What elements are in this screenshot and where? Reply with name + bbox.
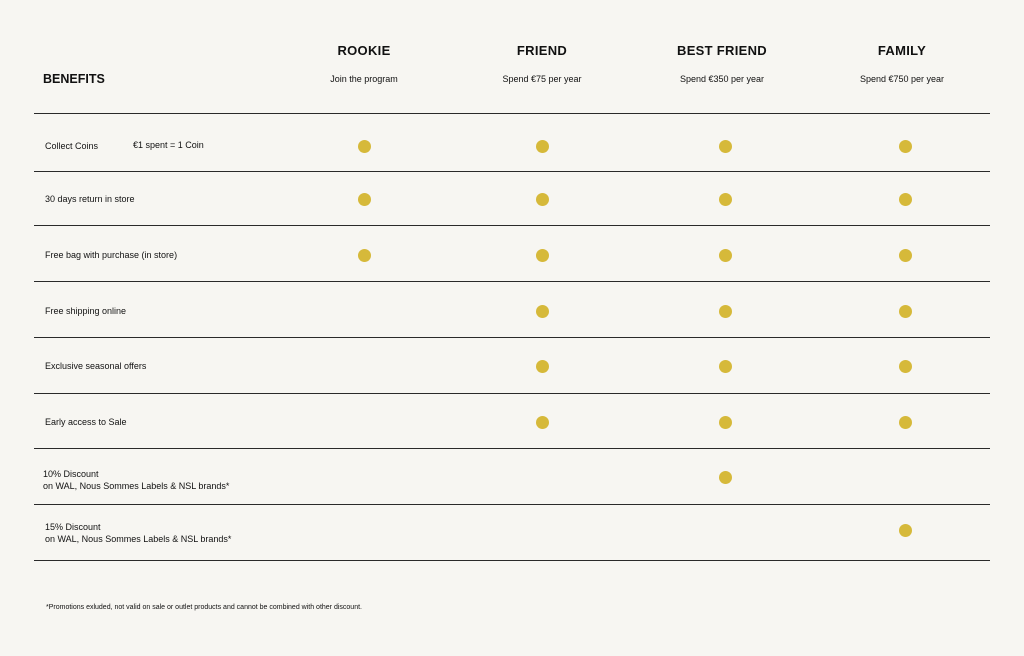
included-dot (899, 249, 912, 262)
included-dot (899, 524, 912, 537)
row-note-coin-rate: €1 spent = 1 Coin (133, 140, 204, 150)
divider (34, 281, 990, 282)
footnote: *Promotions exluded, not valid on sale or outlet products and cannot be combined with other discount. (46, 604, 362, 611)
divider (34, 448, 990, 449)
included-dot (719, 193, 732, 206)
row-label-15-discount-line2: on WAL, Nous Sommes Labels & NSL brands* (45, 534, 232, 544)
divider (34, 171, 990, 172)
tier-friend-requirement: Spend €75 per year (502, 74, 582, 84)
included-dot (719, 249, 732, 262)
included-dot (899, 305, 912, 318)
included-dot (719, 471, 732, 484)
included-dot (358, 249, 371, 262)
row-label-early-access: Early access to Sale (45, 417, 127, 427)
included-dot (358, 140, 371, 153)
row-label-15-discount-line1: 15% Discount (45, 522, 101, 532)
row-label-returns: 30 days return in store (45, 194, 135, 204)
included-dot (719, 416, 732, 429)
divider (34, 337, 990, 338)
tier-best-friend-requirement: Spend €350 per year (679, 74, 765, 84)
row-label-10-discount-line1: 10% Discount (43, 469, 99, 479)
included-dot (536, 416, 549, 429)
divider (34, 560, 990, 561)
divider (34, 504, 990, 505)
included-dot (719, 360, 732, 373)
included-dot (719, 305, 732, 318)
row-label-10-discount (43, 468, 229, 492)
tier-best-friend-title: BEST FRIEND (677, 43, 767, 58)
tier-family-title: FAMILY (877, 43, 927, 58)
row-label-10-discount-line2: on WAL, Nous Sommes Labels & NSL brands* (43, 481, 230, 491)
included-dot (899, 416, 912, 429)
included-dot (719, 140, 732, 153)
included-dot (536, 360, 549, 373)
tier-rookie-title: ROOKIE (337, 43, 391, 58)
row-label-15-discount (45, 521, 231, 545)
row-label-free-bag: Free bag with purchase (in store) (45, 250, 178, 260)
included-dot (536, 140, 549, 153)
included-dot (899, 193, 912, 206)
row-label-free-shipping: Free shipping online (45, 306, 127, 316)
divider (34, 225, 990, 226)
included-dot (358, 193, 371, 206)
benefits-heading: BENEFITS (43, 72, 105, 86)
tier-rookie-requirement: Join the program (330, 74, 398, 84)
included-dot (536, 193, 549, 206)
tier-friend-title: FRIEND (516, 43, 568, 58)
included-dot (899, 360, 912, 373)
tier-family-requirement: Spend €750 per year (859, 74, 945, 84)
included-dot (899, 140, 912, 153)
divider (34, 393, 990, 394)
row-label-collect-coins: Collect Coins (45, 141, 99, 151)
divider (34, 113, 990, 114)
row-label-seasonal-offers: Exclusive seasonal offers (45, 361, 147, 371)
included-dot (536, 249, 549, 262)
included-dot (536, 305, 549, 318)
